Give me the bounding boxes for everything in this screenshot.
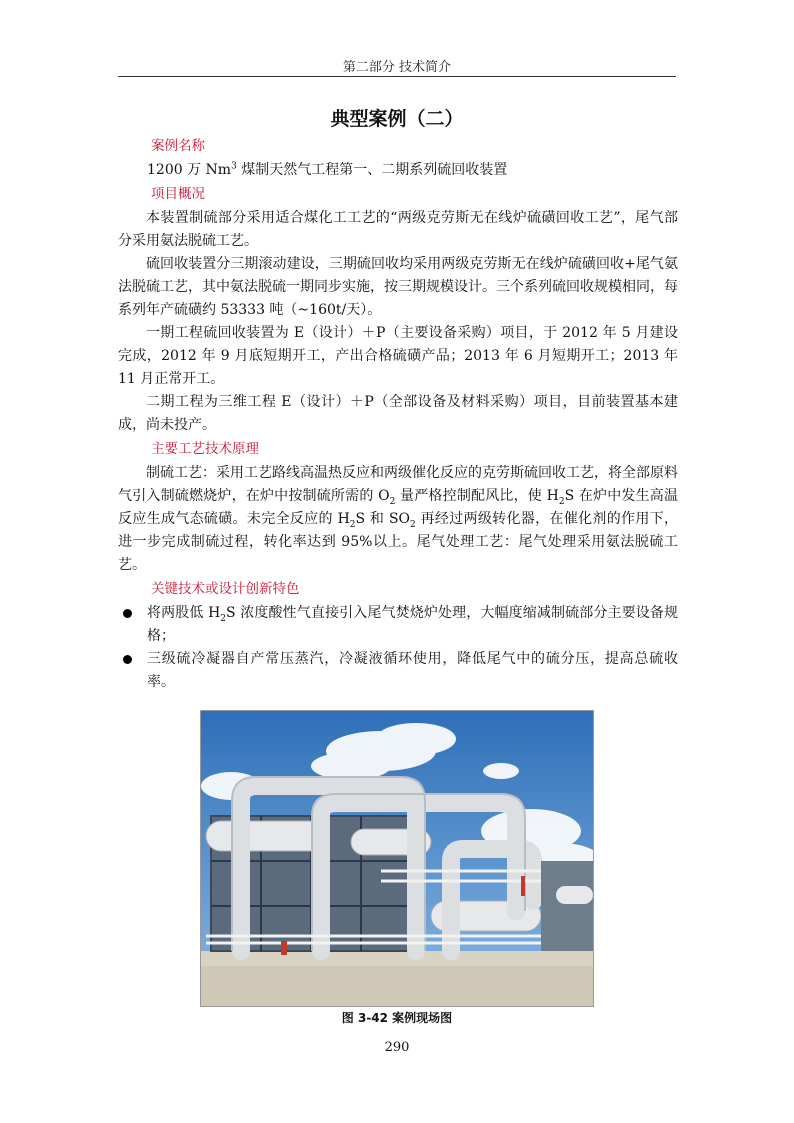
superscript: 3 — [231, 161, 237, 172]
overview-paragraph-1: 本装置制硫部分采用适合煤化工工艺的“两级克劳斯无在线炉硫磺回收工艺”，尾气部分采用氨法脱硫工艺。 — [118, 210, 678, 249]
header-divider — [118, 76, 676, 77]
text-run: 将两股低 H — [147, 605, 221, 621]
text-run: 三级硫冷凝器自产常压蒸汽，冷凝液循环使用，降低尾气中的硫分压，提高总硫收率。 — [147, 651, 678, 690]
case-name-part: 1200 万 Nm — [147, 162, 232, 178]
overview-paragraph-4: 二期工程为三维工程 E（设计）＋P（全部设备及材料采购）项目，目前装置基本建成，尚未投产。 — [118, 394, 678, 433]
case-name-part: 煤制天然气工程第一、二期系列硫回收装置 — [236, 162, 508, 178]
running-header: 第二部分 技术简介 — [342, 60, 452, 75]
body-text — [118, 134, 678, 694]
bullet-item-2 — [118, 648, 678, 694]
bullet-icon — [123, 655, 132, 664]
principle-paragraph — [118, 462, 678, 577]
subscript: 2 — [349, 519, 356, 530]
overview-paragraph-2: 硫回收装置分三期滚动建设，三期硫回收均采用两级克劳斯无在线炉硫磺回收+尾气氨法脱硫工艺，其中氨法脱硫一期同步实施，按三期规模设计。三个系列硫回收规模相同，每系列年产硫磺约 53333 吨（~160t/天）。 — [118, 256, 678, 318]
text-run: 量严格控制配风比，使 H — [395, 488, 559, 504]
section-heading-principle: 主要工艺技术原理 — [151, 441, 259, 457]
section-heading-overview: 项目概况 — [151, 186, 205, 202]
text-run: S 和 SO — [355, 511, 411, 527]
section-heading-innovation: 关键技术或设计创新特色 — [151, 581, 300, 597]
bullet-icon — [123, 609, 132, 618]
text-run: 再经过两级转化器，在催化剂的作用下，进一步完成制硫过程，转化率达到 95%以上。尾气处理工艺：尾气处理采用氨法脱硫工艺。 — [118, 511, 678, 573]
subscript: 2 — [410, 519, 416, 530]
site-photo — [200, 710, 594, 1007]
subscript: 2 — [220, 613, 227, 624]
text-run: S 在炉中发生高温反应生成气态硫磺。未完全反应的 H — [118, 488, 679, 527]
overview-paragraph-3: 一期工程硫回收装置为 E（设计）＋P（主要设备采购）项目，于 2012 年 5 月建设完成，2012 年 9 月底短期开工，产出合格硫磺产品；2013 年 6 月短期开工；2013 年 11 月正常开工。 — [118, 325, 678, 387]
page-number: 290 — [384, 1040, 410, 1055]
case-name-text — [118, 159, 678, 182]
page-title: 典型案例（二） — [330, 108, 464, 130]
text-run: S 浓度酸性气直接引入尾气焚烧炉处理，大幅度缩减制硫部分主要设备规格； — [147, 605, 678, 644]
figure-caption: 图 3-42 案例现场图 — [341, 1011, 453, 1025]
text-run: 制硫工艺：采用工艺路线高温热反应和两级催化反应的克劳斯硫回收工艺，将全部原料气引入制硫燃烧炉，在炉中按制硫所需的 O — [118, 465, 678, 504]
subscript: 2 — [558, 496, 565, 507]
bullet-item-1 — [118, 602, 678, 648]
section-heading-case-name: 案例名称 — [151, 138, 205, 154]
subscript: 2 — [389, 496, 396, 507]
